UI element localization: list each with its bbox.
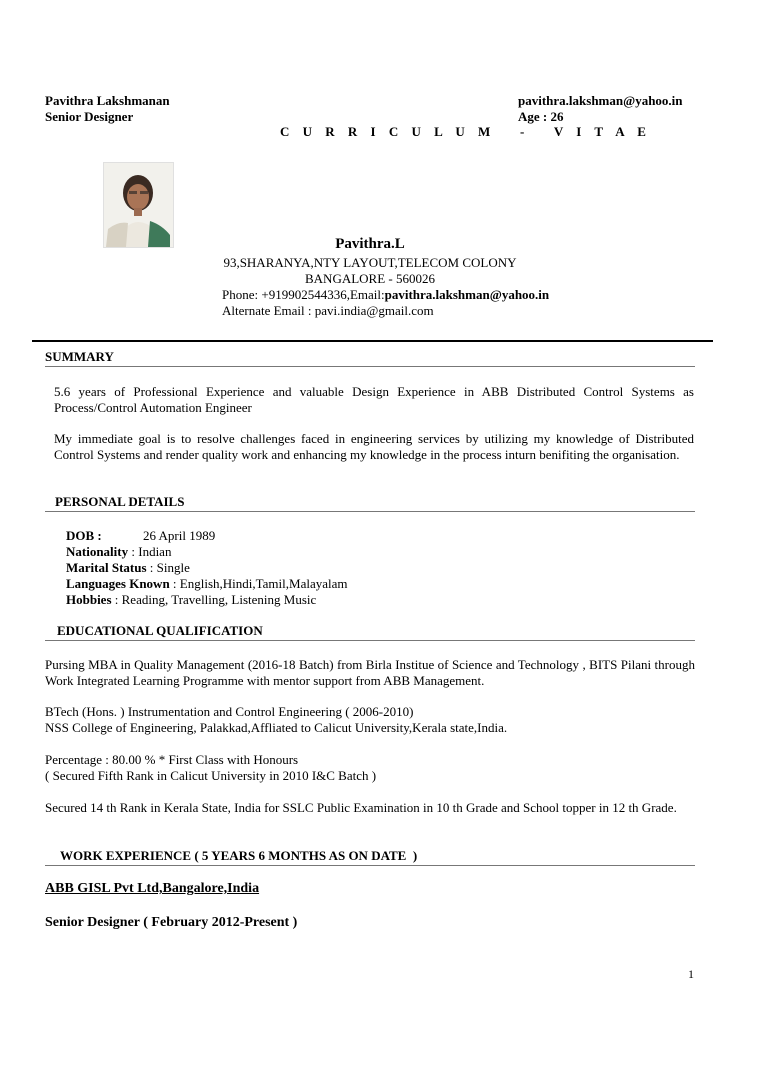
contact-email[interactable]: pavithra.lakshman@yahoo.in (384, 287, 550, 302)
personal-details-rule (45, 511, 695, 512)
marital-status-value: : Single (146, 560, 190, 575)
dob-label: DOB : (66, 528, 102, 543)
candidate-designation: Senior Designer (45, 109, 134, 124)
contact-name: Pavithra.L (335, 236, 405, 252)
nationality-row (66, 544, 171, 560)
marital-status-row (66, 560, 190, 576)
page-number: 1 (688, 967, 694, 981)
personal-details-heading: PERSONAL DETAILS (55, 494, 185, 509)
header-email[interactable]: pavithra.lakshman@yahoo.in (518, 93, 683, 108)
job-role: Senior Designer ( February 2012-Present ) (45, 915, 298, 930)
address-line-1: 93,SHARANYA,NTY LAYOUT,TELECOM COLONY (223, 255, 517, 270)
profile-photo-image (104, 163, 173, 247)
summary-rule (45, 366, 695, 367)
education-btech-line-1: BTech (Hons. ) Instrumentation and Control Engineering ( 2006-2010) (45, 704, 414, 719)
education-rule (45, 640, 695, 641)
nationality-value: : Indian (128, 544, 172, 559)
document-title: C U R R I C U L U M - V I T A E (280, 124, 651, 139)
work-experience-rule (45, 865, 695, 866)
education-heading: EDUCATIONAL QUALIFICATION (57, 623, 263, 638)
education-percentage: Percentage : 80.00 % * First Class with Honours (45, 752, 299, 767)
company-name: ABB GISL Pvt Ltd,Bangalore,India (45, 881, 260, 896)
summary-paragraph-2: My immediate goal is to resolve challenges faced in engineering services by utilizing my knowledge of Distributed Control Systems and render quality work and enhancing my knowledge in the process inturn benifiting the organisation. (54, 431, 694, 462)
work-experience-heading: WORK EXPERIENCE ( 5 YEARS 6 MONTHS AS ON DATE ) (60, 848, 418, 863)
education-sslc: Secured 14 th Rank in Kerala State, India for SSLC Public Examination in 10 th Grade and School topper in 12 th Grade. (45, 800, 677, 815)
education-rank: ( Secured Fifth Rank in Calicut University in 2010 I&C Batch ) (45, 768, 377, 783)
dob-value: 26 April 1989 (143, 528, 216, 543)
languages-value: : English,Hindi,Tamil,Malayalam (169, 576, 348, 591)
hobbies-row (66, 592, 316, 608)
marital-status-label: Marital Status (66, 560, 147, 575)
header-age: Age : 26 (518, 109, 564, 124)
phone-email-line (222, 287, 549, 303)
languages-row (66, 576, 347, 592)
hobbies-label: Hobbies (66, 592, 112, 607)
languages-label: Languages Known (66, 576, 170, 591)
address-line-2: BANGALORE - 560026 (305, 271, 435, 286)
summary-heading: SUMMARY (45, 349, 114, 364)
hobbies-value: : Reading, Travelling, Listening Music (111, 592, 317, 607)
education-btech-line-2: NSS College of Engineering, Palakkad,Affliated to Calicut University,Kerala state,India. (45, 720, 508, 735)
candidate-name: Pavithra Lakshmanan (45, 93, 170, 108)
nationality-label: Nationality (66, 544, 129, 559)
header-divider (32, 340, 713, 342)
dob-row (66, 528, 102, 544)
education-mba: Pursing MBA in Quality Management (2016-18 Batch) from Birla Institue of Science and Technology , BITS Pilani through Work Integrated Learning Programme with mentor support from ABB Management. (45, 657, 695, 688)
summary-paragraph-1: 5.6 years of Professional Experience and valuable Design Experience in ABB Distributed Control Systems as Process/Control Automation Engineer (54, 384, 694, 415)
phone-label: Phone: +919902544336,Email: (222, 287, 385, 302)
alternate-email[interactable]: Alternate Email : pavi.india@gmail.com (222, 303, 434, 318)
